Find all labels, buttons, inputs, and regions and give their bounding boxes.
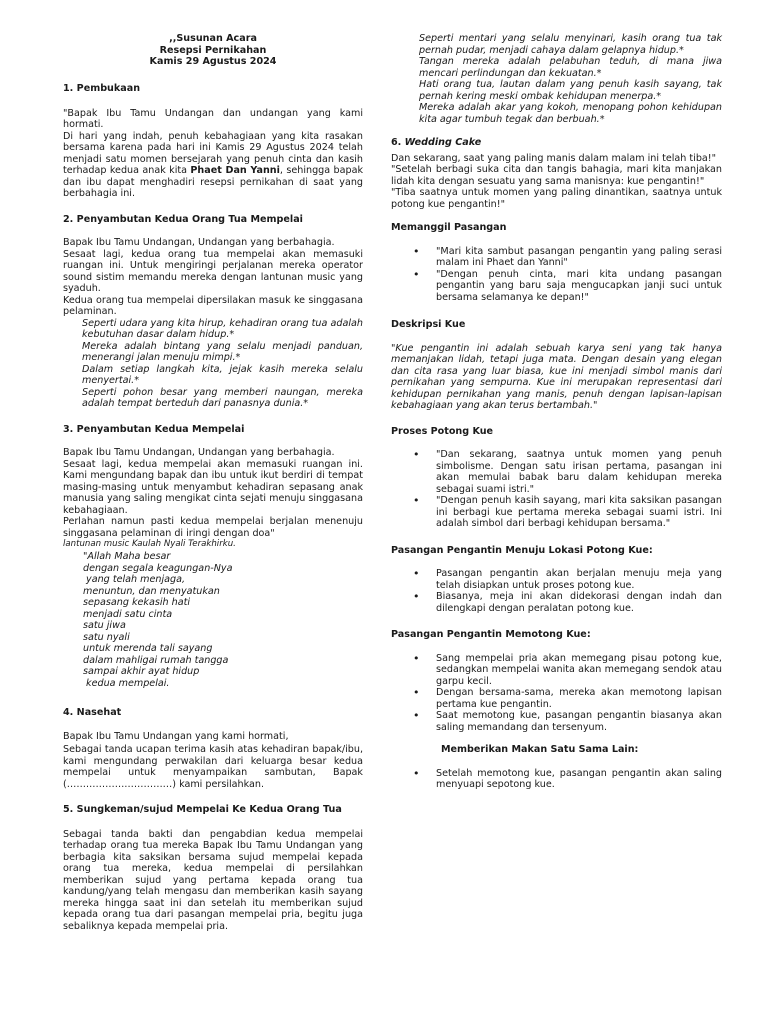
poem-line: menuntun, dan menyatukan (83, 585, 220, 597)
makan-list (391, 768, 722, 791)
s2-paragraph-1: Bapak Ibu Tamu Undangan, Undangan yang berbahagia. (63, 237, 335, 249)
parent-quote: Mereka adalah akar yang kokoh, menopang pohon kehidupan kita agar tumbuh tegak dan berbuah.* (419, 102, 722, 125)
list-item: • Sang mempelai pria akan memegang pisau potong kue, sedangkan mempelai wanita akan memegang sendok atau garpu kecil. (391, 653, 722, 688)
title-line-2: Resepsi Pernikahan (159, 44, 267, 56)
memotong-list (391, 653, 722, 734)
s6-paragraph-3: "Tiba saatnya untuk momen yang paling dinantikan, saatnya untuk potong kue pengantin!" (391, 187, 722, 210)
couple-names: Phaet Dan Yanni (190, 165, 280, 177)
list-item: • Pasangan pengantin akan berjalan menuju meja yang telah disiapkan untuk proses potong kue. (391, 568, 722, 591)
left-column (63, 0, 363, 932)
title-line-1: ,,Susunan Acara (169, 33, 257, 44)
section-3-heading: 3. Penyambutan Kedua Mempelai (63, 423, 245, 435)
parent-quotes (391, 33, 722, 125)
memanggil-list (391, 246, 722, 304)
s1-paragraph-1: "Bapak Ibu Tamu Undangan dan undangan yang kami hormati. (63, 107, 363, 131)
menuju-heading: Pasangan Pengantin Menuju Lokasi Potong Kue: (391, 544, 653, 556)
s2-paragraph-3: Kedua orang tua mempelai dipersilakan masuk ke singgasana pelaminan. (63, 294, 363, 318)
memotong-heading: Pasangan Pengantin Memotong Kue: (391, 629, 591, 640)
poem-line: yang telah menjaga, (83, 574, 186, 586)
poem-line: kedua mempelai. (83, 677, 170, 689)
poem-line: untuk merenda tali sayang (83, 643, 213, 655)
list-item: • "Dengan penuh kasih sayang, mari kita saksikan pasangan ini berbagi kue pertama mereka sebagai suami istri. Ini adalah simbol dari berbagi kehidupan bersama." (391, 495, 722, 530)
list-item: • "Mari kita sambut pasangan pengantin yang paling serasi malam ini Phaet dan Yanni" (391, 246, 722, 269)
right-column (391, 0, 722, 791)
section-6-heading: 6. Wedding Cake (391, 137, 482, 148)
poem-line: sepasang kekasih hati (83, 597, 191, 609)
list-item: • "Dan sekarang, saatnya untuk momen yang penuh simbolisme. Dengan satu irisan pertama, pasangan ini akan memulai babak baru dalam kehidupan mereka sebagai suami istri." (391, 449, 722, 495)
title-line-3: Kamis 29 Agustus 2024 (149, 56, 277, 68)
s6-paragraph-1: Dan sekarang, saat yang paling manis dalam malam ini telah tiba!" (391, 152, 717, 164)
s3-prayer-poem (63, 551, 363, 689)
s4-paragraph-1: Bapak Ibu Tamu Undangan yang kami hormati, (63, 730, 289, 742)
s4-paragraph-2: Sebagai tanda ucapan terima kasih atas kehadiran bapak/ibu, kami mengundang perwakilan dari keluarga besar kedua mempelai untuk menyampaikan sambutan, Bapak (……………………………) kami persilahkan. (63, 744, 363, 790)
section-2-heading: 2. Penyambutan Kedua Orang Tua Mempelai (63, 213, 303, 225)
s3-paragraph-1: Bapak Ibu Tamu Undangan, Undangan yang berbahagia. (63, 447, 335, 459)
s6-paragraph-2: "Setelah berbagi suka cita dan tangis bahagia, mari kita manjakan lidah kita dengan sesuatu yang sama manisnya: kue pengantin!" (391, 164, 722, 187)
section-1-heading: 1. Pembukaan (63, 83, 141, 95)
s2-quote: Dalam setiap langkah kita, jejak kasih mereka selalu menyertai.* (82, 363, 363, 387)
parent-quote: Tangan mereka adalah pelabuhan teduh, di mana jiwa mencari perlindungan dan kekuatan.* (419, 56, 722, 79)
poem-line: satu nyali (83, 631, 130, 643)
poem-line: sampai akhir ayat hidup (83, 666, 200, 678)
s3-song-note: lantunan music Kaulah Nyali Terakhirku. (63, 539, 236, 550)
s2-quote: Seperti pohon besar yang memberi naungan, mereka adalah tempat berteduh dari panasnya dunia.* (82, 386, 363, 410)
s2-quotes (63, 318, 363, 410)
menuju-list (391, 568, 722, 614)
memanggil-heading: Memanggil Pasangan (391, 222, 507, 233)
s3-paragraph-3: Perlahan namun pasti kedua mempelai berjalan menenuju singgasana pelaminan di iringi dengan doa" (63, 516, 363, 539)
s3-paragraph-2: Sesaat lagi, kedua mempelai akan memasuki ruangan ini. Kami mengundang bapak dan ibu untuk ikut berdiri di tempat masing-masing untuk menyambut kehadiran sepasang anak manusia yang saling mengikat cinta sejati menuju singgasana kebahagiaan. (63, 458, 363, 516)
s5-paragraph-1: Sebagai tanda bakti dan pengabdian kedua mempelai terhadap orang tua mereka Bapak Ibu Tamu Undangan yang berbagia kita saksikan bersama sujud mempelai kepada orang tua mereka, kedua mempelai di persilahkan memberikan sujud yang pertama kepada orang tua kandung/yang telah mengasu dan memberikan kasih sayang mereka hingga saat ini dan setelah itu memberikan sujud kepada orang tua dari pasangan mempelai pria, begitu juga sebaliknya kepada mempelai pria. (63, 828, 363, 932)
poem-line: "Allah Maha besar (83, 551, 171, 563)
list-item: • "Dengan penuh cinta, mari kita undang pasangan pengantin yang baru saja mengucapkan janji suci untuk bersama selamanya ke depan!" (391, 269, 722, 304)
deskripsi-heading: Deskripsi Kue (391, 319, 466, 330)
parent-quote: Hati orang tua, lautan dalam yang penuh kasih sayang, tak pernah kering meski ombak kehidupan menerpa.* (419, 79, 722, 102)
poem-line: menjadi satu cinta (83, 608, 173, 620)
s2-paragraph-2: Sesaat lagi, kedua orang tua mempelai akan memasuki ruangan ini. Untuk mengiringi perjalanan mereka operator sound sistim memandu mereka dengan lantunan music yang syaduh. (63, 248, 363, 295)
parent-quote: Seperti mentari yang selalu menyinari, kasih orang tua tak pernah pudar, menjadi cahaya dalam gelapnya hidup.* (419, 33, 722, 56)
poem-line: dengan segala keagungan-Nya (83, 562, 233, 574)
list-item: • Saat memotong kue, pasangan pengantin biasanya akan saling memandang dan tersenyum. (391, 710, 722, 733)
poem-line: satu jiwa (83, 620, 126, 632)
poem-line: dalam mahligai rumah tangga (83, 654, 229, 666)
list-item: • Biasanya, meja ini akan didekorasi dengan indah dan dilengkapi dengan peralatan potong kue. (391, 591, 722, 614)
deskripsi-paragraph: "Kue pengantin ini adalah sebuah karya seni yang tak hanya memanjakan lidah, tetapi juga mata. Dengan desain yang elegan dan cita rasa yang luar biasa, kue ini menjadi simbol manis dari pernikahan yang sempurna. Kue ini merupakan representasi dari kehidupan pernikahan yang manis, penuh dengan lapisan-lapisan kebahagiaan yang akan terus bertambah." (391, 342, 722, 411)
list-item: • Setelah memotong kue, pasangan pengantin akan saling menyuapi sepotong kue. (391, 768, 722, 791)
s2-quote: Mereka adalah bintang yang selalu menjadi panduan, menerangi jalan menuju mimpi.* (82, 340, 363, 364)
list-item: • Dengan bersama-sama, mereka akan memotong lapisan pertama kue pengantin. (391, 687, 722, 710)
section-4-heading: 4. Nasehat (63, 707, 122, 719)
section-5-heading: 5. Sungkeman/sujud Mempelai Ke Kedua Orang Tua (63, 804, 342, 816)
proses-list (391, 449, 722, 530)
makan-heading: Memberikan Makan Satu Sama Lain: (441, 744, 639, 755)
document-title (63, 33, 363, 68)
proses-heading: Proses Potong Kue (391, 425, 494, 437)
s2-quote: Seperti udara yang kita hirup, kehadiran orang tua adalah kebutuhan dasar dalam hidup.* (82, 317, 363, 341)
s1-paragraph-2: Di hari yang indah, penuh kebahagiaan yang kita rasakan bersama karena pada hari ini Kamis 29 Agustus 2024 telah menjadi satu momen bersejarah yang penuh cinta dan kasih terhadap kedua anak kita Phaet Dan Yanni, sehingga bapak dan ibu dapat menghadiri resepsi pernikahan di saat yang berbahagia ini. (63, 130, 364, 200)
